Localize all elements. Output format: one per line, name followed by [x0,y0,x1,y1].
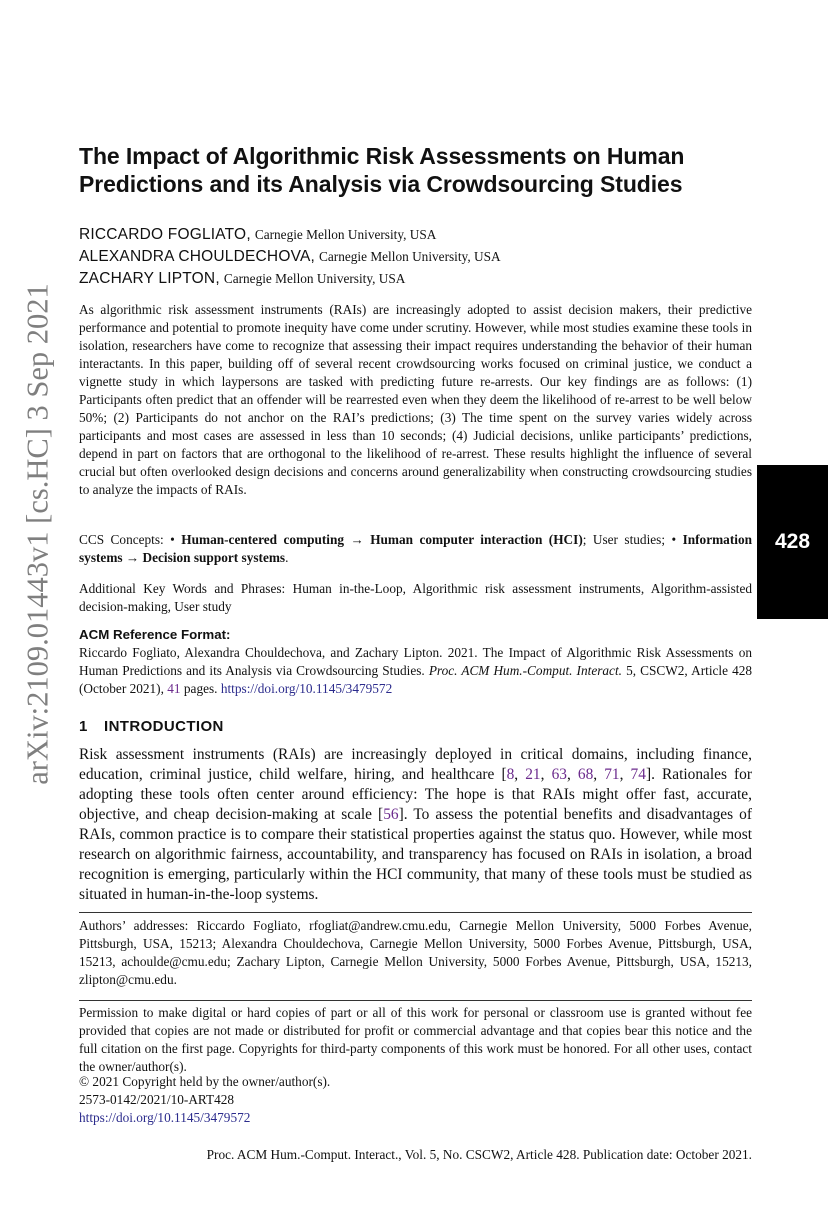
paper-title [79,142,752,198]
permission-divider [79,1000,752,1001]
reference-text: Riccardo Fogliato, Alexandra Chouldechova, and Zachary Lipton. 2021. The Impact of Algorithmic Risk Assessments on Human Predictions and its Analysis via Crowdsourcing Studies. [79,645,752,678]
introduction-paragraph: Risk assessment instruments (RAIs) are increasingly deployed in critical domains, including finance, education, criminal justice, child welfare, hiring, and healthcare [8, 21, 63, 68, 71, 74]. Rationales for adopting these tools often center around efficiency: The hope is that RAIs might offer fast, accurate, objective, and cheap decision-making at scale [56]. To assess the potential benefits and disadvantages of RAIs, common practice is to compare their statistical properties against the status quo. However, while most research on algorithmic fairness, accountability, and transparency has focused on RAIs in isolation, a broad recognition is emerging, particularly within the HCI community, that many of these tools must be studied as situated in human-in-the-loop systems. [79,746,752,903]
author-name: ALEXANDRA CHOULDECHOVA, [79,248,316,265]
author-2 [79,246,752,268]
ccs-concept-1: Human-centered computing → Human computer interaction (HCI) [181,532,583,547]
section-title: INTRODUCTION [104,718,224,735]
running-footer: Proc. ACM Hum.-Comput. Interact., Vol. 5, No. CSCW2, Article 428. Publication date: October 2021. [206,1147,752,1162]
page-count-link[interactable]: 41 [167,681,181,696]
issn-line: 2573-0142/2021/10-ART428 [79,1092,235,1107]
reference-doi-link[interactable]: https://doi.org/10.1145/3479572 [220,681,393,696]
section-number: 1 [79,718,88,735]
citation-link[interactable]: 68 [577,766,594,783]
citation-link[interactable]: 21 [525,766,541,783]
copyright-block [79,1073,752,1127]
citation-link[interactable]: 74 [630,766,646,783]
reference-pages-word: pages. [183,681,218,696]
article-number: 428 [774,530,811,553]
section-heading-introduction [79,718,752,735]
ccs-concepts [79,531,752,567]
citation-link[interactable]: 71 [604,766,620,783]
ccs-concept-1-rest: ; User studies; • [582,532,677,547]
author-3 [79,268,752,290]
intro-text-2: ]. Rationales for adopting these tools often center around efficiency: The hope is that RAIs might offer fast, accurate, objective, and cheap decision-making at scale [ [79,766,752,823]
authors-addresses: Authors’ addresses: Riccardo Fogliato, rfogliat@andrew.cmu.edu, Carnegie Mellon University, 5000 Forbes Avenue, Pittsburgh, USA, 15213; Alexandra Chouldechova, Carnegie Mellon University, 5000 Forbes Avenue, Pittsburgh, USA, 15213, achoulde@cmu.edu; Zachary Lipton, Carnegie Mellon University, 5000 Forbes Avenue, Pittsburgh, USA, 15213, zlipton@cmu.edu. [79,918,752,987]
title-line-1: The Impact of Algorithmic Risk Assessments on Human [79,143,685,169]
title-line-2: Predictions and its Analysis via Crowdsourcing Studies [79,171,683,197]
copyright-line: © 2021 Copyright held by the owner/author(s). [79,1074,331,1089]
intro-text-1: Risk assessment instruments (RAIs) are increasingly deployed in critical domains, including finance, education, criminal justice, child welfare, hiring, and healthcare [ [79,746,752,783]
author-list [79,224,752,290]
acm-reference-format [79,626,752,698]
reference-venue: Proc. ACM Hum.-Comput. Interact. [428,663,622,678]
intro-text-3: ]. To assess the potential benefits and disadvantages of RAIs, common practice is to compare their statistical properties against the status quo. However, while most research on algorithmic fairness, accountability, and transparency has focused on RAIs in isolation, a broad recognition is emerging, particularly within the HCI community, that many of these tools must be studied as situated in human-in-the-loop systems. [79,806,752,903]
arxiv-identifier: arXiv:2109.01443v1 [cs.HC] 3 Sep 2021 [20,283,55,785]
copyright-doi-link[interactable]: https://doi.org/10.1145/3479572 [79,1110,251,1125]
author-affiliation: Carnegie Mellon University, USA [319,249,501,264]
reference-details: 5, CSCW2, Article 428 (October 2021), [79,663,753,696]
ccs-end: . [285,550,289,565]
citation-link[interactable]: 8 [506,766,515,783]
article-number-tab [757,465,828,619]
citation-link[interactable]: 56 [383,806,399,823]
abstract: As algorithmic risk assessment instruments (RAIs) are increasingly adopted to assist decision makers, their predictive performance and potential to promote inequity have come under scrutiny. However, while most studies examine these tools in isolation, researchers have come to recognize that assessing their impact requires understanding the behavior of their human interactants. In this paper, building off of several recent crowdsourcing works focused on criminal justice, we conduct a vignette study in which laypersons are tasked with predicting future re-arrests. Our key findings are as follows: (1) Participants often predict that an offender will be rearrested even when they deem the likelihood of re-arrest to be well below 50%; (2) Participants do not anchor on the RAI’s predictions; (3) The time spent on the survey varies widely across participants and most cases are assessed in less than 10 seconds; (4) Judicial decisions, unlike participants’ predictions, depend in part on factors that are orthogonal to the likelihood of re-arrest. These results highlight the influence of several crucial but often overlooked design decisions and concerns around generalizability when constructing crowdsourcing studies to analyze the impacts of RAIs. [79,302,752,497]
citation-link[interactable]: 63 [551,766,567,783]
author-name: RICCARDO FOGLIATO, [79,226,251,243]
reference-heading: ACM Reference Format: [79,627,231,642]
keywords: Additional Key Words and Phrases: Human in-the-Loop, Algorithmic risk assessment instruments, Algorithm-assisted decision-making, User study [79,581,752,614]
ccs-label: CCS Concepts: • [79,532,175,547]
author-affiliation: Carnegie Mellon University, USA [223,271,406,286]
author-1 [79,224,752,246]
permission-notice: Permission to make digital or hard copies of part or all of this work for personal or classroom use is granted without fee provided that copies are not made or distributed for profit or commercial advantage and that copies bear this notice and the full citation on the first page. Copyrights for third-party components of this work must be honored. For all other uses, contact the owner/author(s). [79,1005,752,1074]
author-affiliation: Carnegie Mellon University, USA [254,227,437,242]
ccs-concept-2: Information systems → Decision support systems [79,532,753,565]
author-name: ZACHARY LIPTON, [79,270,220,287]
arxiv-stamp [18,240,58,828]
footnote-divider [79,912,752,913]
